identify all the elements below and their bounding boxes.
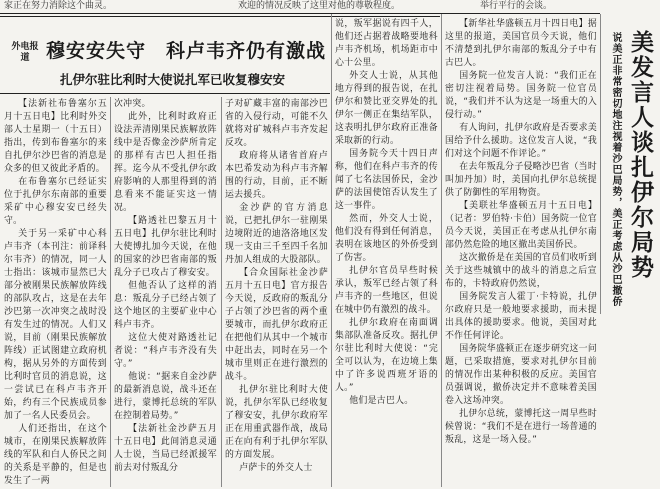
paragraph: 有人询问，扎伊尔政府是否要求美国给予什么援助。这位发言人说，“我们对这个问题不作评论。”	[445, 123, 597, 159]
headline-rule	[0, 93, 330, 94]
paragraph: 人们还指出，在这个城市，在刚果民族解放阵线的军队和白人侨民之间的关系是平静的，但是也发生了一两	[4, 424, 107, 486]
paragraph: 【合众国际社金沙萨五月十五日电】官方报告今天说，反政府的叛乱分子占领了沙巴省的两个重要城市，而扎伊尔政府正在把他们从其中一个城市中赶出去，同时在另一个城市里则正在进行激烈的战斗。	[225, 268, 328, 382]
paragraph: 关于另一采矿中心科卢韦齐（本刊注：前译科尔韦齐）的情况，同一人士指出：该城市显然已大部分被刚果民族解放阵线的部队攻占，这是在去年沙巴第一次冲突之战时没有发生过的情况。人们又说，目前（刚果民族解放阵线）正试图建立政府机构，据从另外的方面传到比利时官员的消息说，这一尝试已在科卢韦齐开始，约有三个民族成员参加了一名人民委员会。	[4, 229, 107, 421]
paragraph: 【法新社金沙萨五月十五日电】此间消息灵通人士说，当局已经派援军前去对付叛乱分	[114, 424, 217, 473]
paragraph: 国务院发言人霍丁·卡特说，扎伊尔政府只是一般地要求援助，而未提出具体的援助要求。他说，美国对此不作任何评论。	[445, 292, 597, 341]
paragraph: 扎伊尔政府在南面调集部队准备反攻。据扎伊尔驻比利时大使说：“完全可以认为，在边境上集中了许多说西班牙语的人。”	[335, 318, 438, 393]
paragraph: 国务院一位发言人说：“我们正在密切注视着局势。国务院一位官员说，“我们并不认为这是一场重大的入侵行动。”	[445, 71, 597, 120]
paragraph: 此外，比利时政府正设法弄清刚果民族解放阵线中是否像金沙萨所肯定的那样有古巴人担任指挥。迄今从不受扎伊尔政府影响的人那里得到的消息看来不能证实这一情况。	[114, 112, 217, 213]
paragraph: 在布鲁塞尔已经证实位于扎伊尔东南部的重要采矿中心穆安安已经失守。	[4, 177, 107, 226]
right-article-body	[445, 18, 597, 486]
main-headline: 穆安安失守 科卢韦齐仍有激战	[46, 40, 327, 62]
top-strip-text-2: 欢迎的情况反映了这里对他的尊敬程度。	[238, 1, 401, 11]
paragraph: 次冲突。	[114, 99, 151, 109]
headline-box-rule	[600, 14, 601, 314]
paragraph: 卢萨卡的外交人士	[239, 463, 313, 473]
column-divider	[221, 97, 222, 487]
paragraph: 政府将从诸省首府卢本巴希发动为科卢韦齐解围的行动，目前，正不断运去援兵。	[225, 151, 328, 200]
paragraph: 【法新社布鲁塞尔五月十五日电】比利时外交部人士星期一（十五日）指出，传到布鲁塞尔的来自扎伊尔沙巴省的消息是众多的但又彼此矛盾的。	[4, 99, 107, 174]
paragraph: 他说：“据来自金沙萨的最新消息说，战斗还在进行，蒙博托总统的军队在控制着局势。”	[114, 372, 217, 421]
top-strip-text-1: 家正在努力消除这个曲灵。	[4, 1, 113, 11]
article-column-1	[4, 98, 107, 486]
paragraph: 但他否认了这样的消息：叛乱分子已经占领了这个地区的主要矿业中心科卢韦齐。	[114, 281, 217, 330]
right-headline: 美发言人谈扎伊尔局势	[627, 30, 654, 280]
column-divider	[441, 14, 442, 487]
article-column-4	[335, 18, 438, 486]
paragraph: 【新华社华盛顿五月十四日电】据这里的报道，美国官员今天说，他们不清楚到扎伊尔南部的叛乱分子中有古巴人。	[445, 19, 597, 68]
top-strip	[0, 0, 660, 12]
paragraph: 扎伊尔官员早些时候承认，叛军已经占领了科卢韦齐的一些地区，但说在城中仍有激烈的战斗。	[335, 266, 438, 315]
paragraph: 国务院今天十四日声称，他们在科卢韦齐的传闻了七名法国侨民，金沙萨的法国使馆否认发生了这一事件。	[335, 149, 438, 211]
top-strip-text-3: 举行平行的会谈。	[480, 1, 553, 11]
paragraph: 【美联社华盛顿五月十五日电】（记者：罗伯特·卡伯）国务院一位官员今天说，美国正在考虑从扎伊尔南部仍然危险的地区撤出美国侨民。	[445, 201, 597, 250]
top-rule-2	[0, 16, 440, 17]
article-column-3	[225, 98, 328, 486]
paragraph: 金沙萨的官方消息说，已把扎伊尔一驻刚果边境附近的迪洛洛地区发现一支由三千至四千名加丹加人组成的大股部队。	[225, 203, 328, 265]
article-column-2	[114, 98, 217, 486]
paragraph: 【路透社巴黎五月十五日电】扎伊尔驻比利时大使博扎加今天说，在他的国家的沙巴省南部的叛乱分子已攻占了穆安安。	[114, 216, 217, 278]
paragraph: 说，叛军据说有四千人，他们还占据着战略要地科卢韦齐机场，机场距市中心十公里。	[335, 19, 438, 68]
paragraph: 扎伊尔驻比利时大使说，扎伊尔军队已经收复了穆安安，扎伊尔政府军正在用重武器作战，战局正在向有利于扎伊尔军队的方面发展。	[225, 385, 328, 460]
paragraph: 这次撤侨是在美国的官员们收听到关于这些城镇中的战斗的消息之后宣布的，卡特政府仍然说，	[445, 253, 597, 289]
right-subheadline: 说美正非常密切地注视着沙巴局势，美正考虑从沙巴撤侨	[610, 32, 621, 307]
paragraph: 这位大使对路透社记者说：“科卢韦齐没有失守。”	[114, 333, 217, 369]
paragraph: 外交人士说，从其他地方得到的报告说，在扎伊尔和赞比亚交界处的扎伊尔一侧正在集结军队，这表明扎伊尔政府正准备采取新的行动。	[335, 71, 438, 146]
paragraph: 在去年叛乱分子侵略沙巴省（当时叫加丹加）时，美国向扎伊尔总统提供了防御性的军用物资。	[445, 162, 597, 198]
paragraph: 扎伊尔总统，蒙博托这一周早些时候曾说：“我们不是在进行一场普通的叛乱，这是一场入侵。”	[445, 409, 597, 445]
sub-headline: 扎伊尔驻比利时大使说扎军已收复穆安安	[60, 72, 286, 87]
paragraph: 国务院华盛顿正在逐步研究这一问题，已采取措施，要求对扎伊尔目前的情况作出某种积极的反应。美国官员强调说，撤侨决定并不意味着美国卷入这场冲突。	[445, 344, 597, 406]
column-divider	[110, 97, 111, 487]
paragraph: 然而，外交人士说，他们没有得到任何消息，表明在该地区的外侨受到了伤害。	[335, 214, 438, 263]
paragraph: 他们是古巴人。	[349, 396, 414, 406]
kicker-label: 外电报道	[11, 42, 39, 63]
top-rule	[0, 13, 600, 14]
column-divider	[331, 14, 332, 487]
paragraph: 子对矿藏丰富的南部沙巴省的入侵行动，可能不久就将对矿城科卢韦齐发起反攻。	[225, 99, 328, 148]
